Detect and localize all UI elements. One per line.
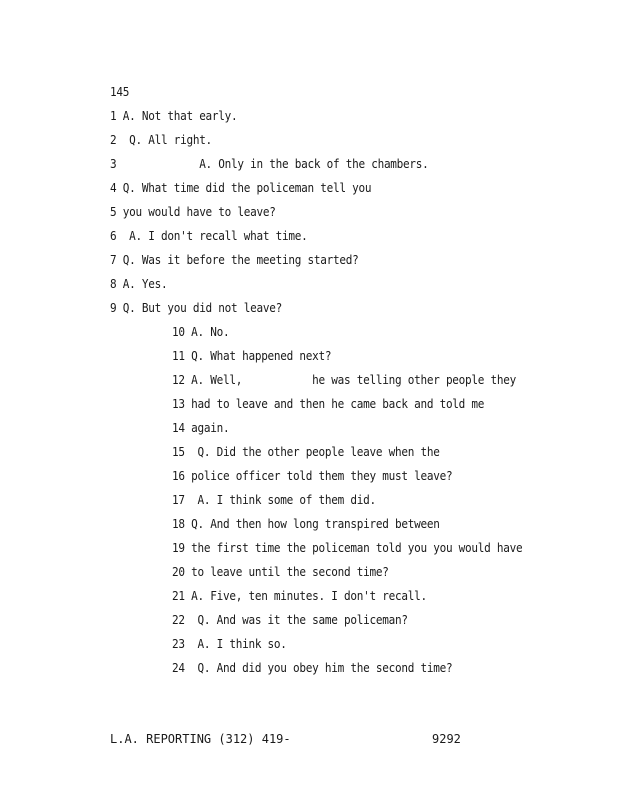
transcript-line-15: 15 Q. Did the other people leave when the bbox=[172, 445, 440, 459]
transcript-line-20: 20 to leave until the second time? bbox=[172, 565, 389, 579]
transcript-line-24: 24 Q. And did you obey him the second time? bbox=[172, 661, 453, 675]
page-number: 145 bbox=[110, 85, 130, 99]
transcript-line-18: 18 Q. And then how long transpired between bbox=[172, 517, 440, 531]
transcript-line-5: 5 you would have to leave? bbox=[110, 205, 276, 219]
transcript-line-9: 9 Q. But you did not leave? bbox=[110, 301, 283, 315]
transcript-line-11: 11 Q. What happened next? bbox=[172, 349, 332, 363]
transcript-line-22: 22 Q. And was it the same policeman? bbox=[172, 613, 408, 627]
transcript-line-3: 3 A. Only in the back of the chambers. bbox=[110, 157, 429, 171]
transcript-line-7: 7 Q. Was it before the meeting started? bbox=[110, 253, 359, 267]
transcript-line-2: 2 Q. All right. bbox=[110, 133, 212, 147]
transcript-line-10: 10 A. No. bbox=[172, 325, 230, 339]
transcript-line-12: 12 A. Well, he was telling other people they bbox=[172, 373, 517, 387]
transcript-line-23: 23 A. I think so. bbox=[172, 637, 287, 651]
transcript-line-16: 16 police officer told them they must leave? bbox=[172, 469, 453, 483]
transcript-line-21: 21 A. Five, ten minutes. I don't recall. bbox=[172, 589, 427, 603]
transcript-line-13: 13 had to leave and then he came back and told me bbox=[172, 397, 485, 411]
footer-reporter: L.A. REPORTING (312) 419- bbox=[110, 732, 291, 746]
transcript-line-4: 4 Q. What time did the policeman tell you bbox=[110, 181, 372, 195]
transcript-line-8: 8 A. Yes. bbox=[110, 277, 168, 291]
transcript-line-19: 19 the first time the policeman told you you would have bbox=[172, 541, 523, 555]
transcript-line-6: 6 A. I don't recall what time. bbox=[110, 229, 308, 243]
transcript-line-17: 17 A. I think some of them did. bbox=[172, 493, 376, 507]
footer-phone-suffix: 9292 bbox=[432, 732, 461, 746]
transcript-line-1: 1 A. Not that early. bbox=[110, 109, 238, 123]
transcript-line-14: 14 again. bbox=[172, 421, 230, 435]
